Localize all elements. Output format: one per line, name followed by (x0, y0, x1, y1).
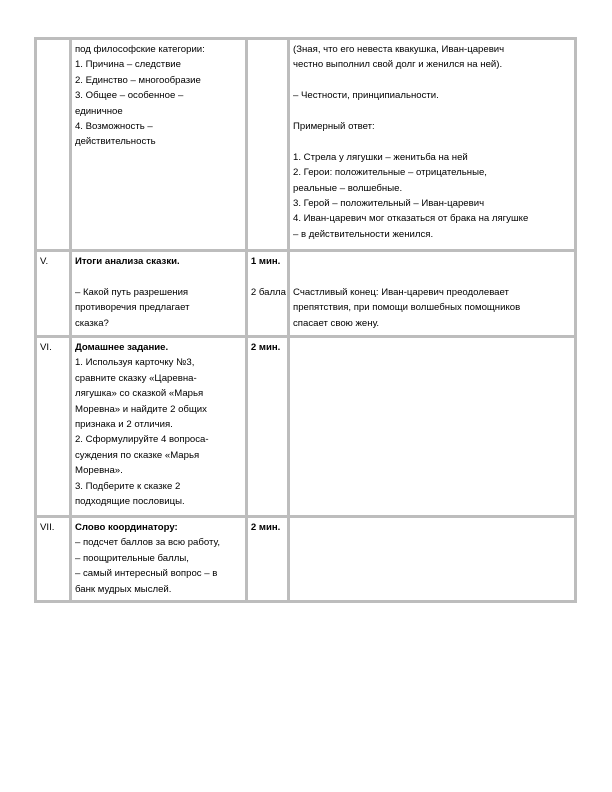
task-cell (70, 337, 246, 517)
task-line: суждения по сказке «Марья (74, 449, 200, 461)
task-cell (70, 517, 246, 602)
time-cell (246, 517, 288, 602)
answer-cell (289, 39, 576, 251)
answer-line: – Честности, принципиальности. (293, 90, 439, 102)
lesson-plan-table (34, 37, 577, 603)
answer-line: честно выполнил свой долг и женился на ней). (293, 59, 503, 71)
answer-cell (289, 337, 576, 517)
task-line: 2. Сформулируйте 4 вопроса- (74, 434, 209, 446)
time-cell (246, 251, 288, 337)
stage-number-cell: VII. (36, 517, 71, 602)
task-line: Моревна». (74, 465, 123, 477)
answer-line: – в действительности женился. (293, 228, 434, 240)
task-line: под философские категории: (74, 44, 205, 55)
answer-line: спасает свою жену. (293, 317, 380, 329)
task-line: единичное (74, 105, 123, 117)
table-row (36, 251, 576, 337)
task-line: – Какой путь разрешения (74, 286, 189, 298)
answer-line: Счастливый конец: Иван-царевич преодолевает (293, 286, 509, 298)
task-line: подходящие пословицы. (74, 496, 185, 508)
answer-cell (289, 517, 576, 602)
table-row (36, 337, 576, 517)
answer-line: 4. Иван-царевич мог отказаться от брака на лягушке (293, 213, 529, 225)
task-line: 2. Единство – многообразие (74, 74, 201, 86)
stage-number-cell: VI. (36, 337, 71, 517)
sample-answer-label: Примерный ответ: (293, 121, 375, 132)
task-line: сказка? (74, 317, 109, 329)
stage-title: Итоги анализа сказки. (74, 256, 180, 267)
task-line: 4. Возможность – (74, 121, 153, 133)
task-line: признака и 2 отличия. (74, 419, 173, 431)
time-value: 2 мин. (250, 522, 281, 533)
task-line: – подсчет баллов за всю работу, (74, 537, 221, 549)
task-line: лягушка» со сказкой «Марья (74, 388, 204, 400)
stage-number-cell (36, 39, 71, 251)
stage-title: Домашнее задание. (74, 342, 169, 353)
task-cell (70, 251, 246, 337)
table-row (36, 517, 576, 602)
answer-line: 3. Герой – положительный – Иван-царевич (293, 198, 485, 210)
time-value: 1 мин. (250, 256, 281, 267)
answer-line: (Зная, что его невеста квакушка, Иван-царевич (293, 44, 505, 55)
time-value: 2 мин. (250, 342, 281, 353)
task-line: – самый интересный вопрос – в (74, 568, 218, 580)
task-cell (70, 39, 246, 251)
answer-line: 1. Стрела у лягушки – женитьба на ней (293, 151, 468, 163)
task-line: банк мудрых мыслей. (74, 583, 172, 595)
task-line: сравните сказку «Царевна- (74, 372, 197, 384)
task-line: 3. Общее – особенное – (74, 90, 184, 102)
task-line: противоречия предлагает (74, 302, 190, 314)
task-line: – поощрительные баллы, (74, 552, 189, 564)
answer-line: 2. Герои: положительные – отрицательные, (293, 167, 487, 179)
time-cell (246, 39, 288, 251)
answer-cell (289, 251, 576, 337)
task-line: 3. Подберите к сказке 2 (74, 480, 181, 492)
task-line: 1. Используя карточку №3, (74, 357, 195, 369)
task-line: действительность (74, 136, 156, 148)
task-line: 1. Причина – следствие (74, 59, 181, 71)
stage-number-cell: V. (36, 251, 71, 337)
points-value: 2 балла (250, 286, 286, 298)
task-line: Моревна» и найдите 2 общих (74, 403, 207, 415)
table-row (36, 39, 576, 251)
time-cell (246, 337, 288, 517)
answer-line: препятствия, при помощи волшебных помощников (293, 302, 521, 314)
answer-line: реальные – волшебные. (293, 182, 403, 194)
stage-title: Слово координатору: (74, 522, 178, 533)
